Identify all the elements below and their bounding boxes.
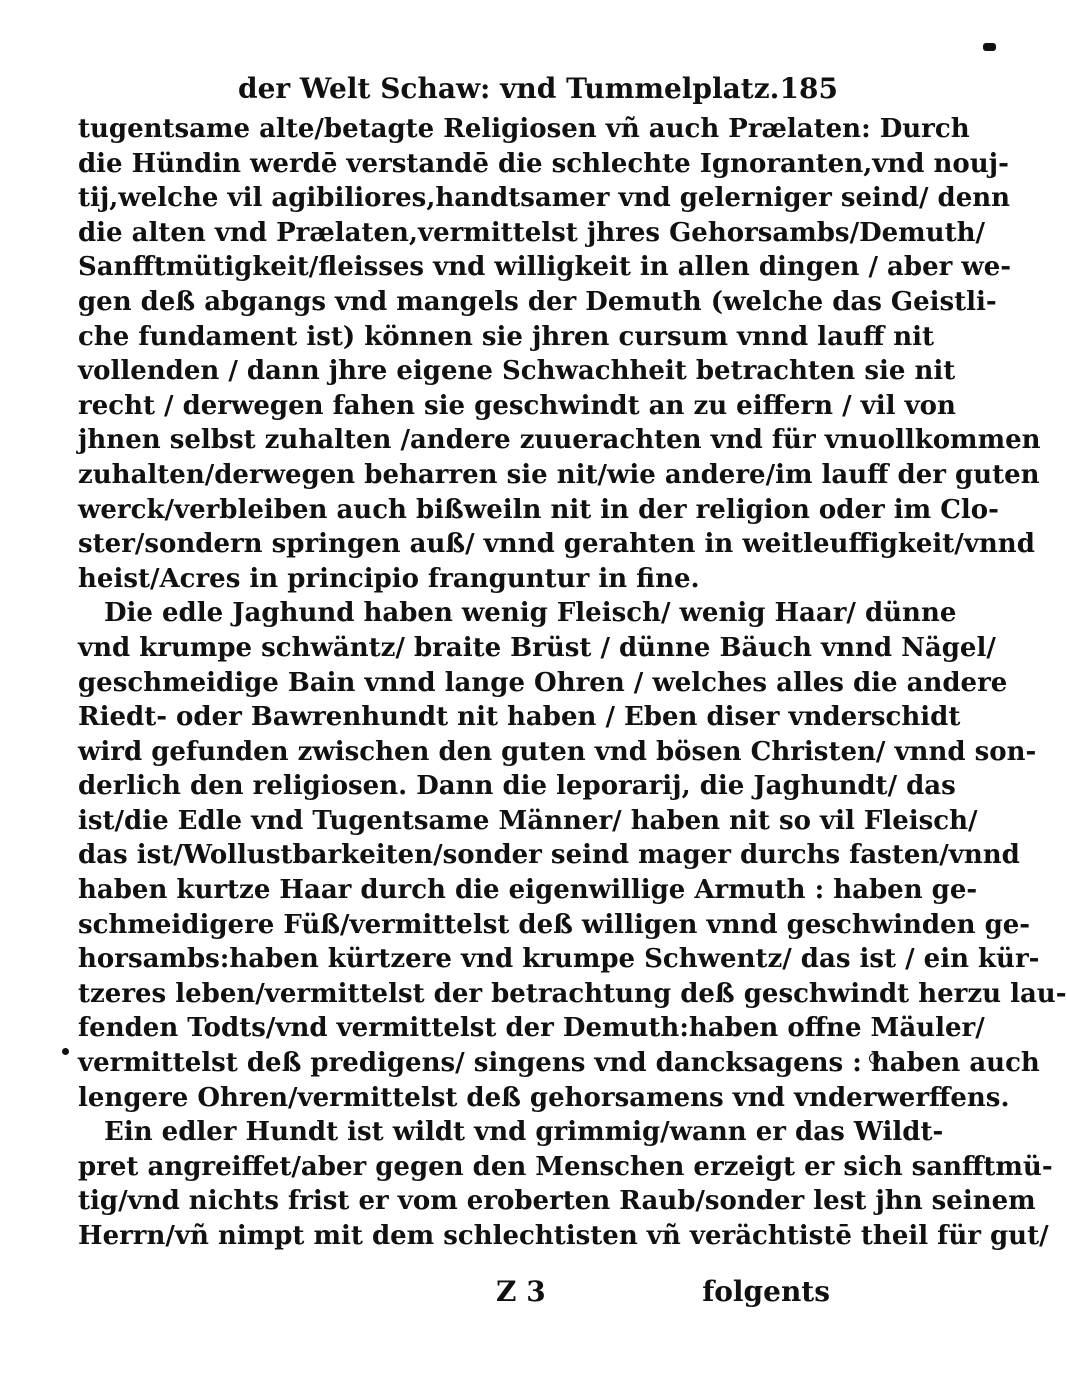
running-title: der Welt Schaw: vnd Tummelplatz.: [238, 72, 780, 105]
text-line: gen deß abgangs vnd mangels der Demuth (welche das Geistli-: [78, 286, 997, 317]
text-line: werck/verbleiben auch bißweiln nit in der religion oder im Clo-: [78, 494, 999, 525]
ink-tick-mark: [983, 43, 996, 51]
text-line: vermittelst deß predigens/ singens vnd dancksagens : haben auch: [78, 1048, 1040, 1079]
text-line: wird gefunden zwischen den guten vnd bösen Christen/ vnnd son-: [78, 736, 1037, 767]
text-line: tugentsame alte/betagte Religiosen vñ auch Prælaten: Durch: [78, 114, 970, 144]
text-line: das ist/Wollustbarkeiten/sonder seind mager durchs fasten/vnnd: [78, 840, 1020, 871]
text-line: pret angreiffet/aber gegen den Menschen erzeigt er sich sanfftmü-: [78, 1151, 1053, 1182]
text-line: heist/Acres in principio franguntur in fine.: [78, 563, 700, 594]
text-line: ist/die Edle vnd Tugentsame Männer/ haben nit so vil Fleisch/: [78, 805, 978, 836]
text-line: Herrn/vñ nimpt mit dem schlechtisten vñ verächtistē theil für gut/: [78, 1221, 1049, 1251]
text-line: vollenden / dann jhre eigene Schwachheit betrachten sie nit: [78, 356, 956, 387]
signature-mark: Z 3: [496, 1275, 546, 1308]
text-line: vnd krumpe schwäntz/ braite Brüst / dünne Bäuch vnnd Nägel/: [78, 632, 996, 663]
text-line: tij,welche vil agibiliores,handtsamer vnd gelerniger seind/ denn: [78, 183, 1011, 214]
text-line: haben kurtze Haar durch die eigenwillige Armuth : haben ge-: [78, 875, 978, 906]
text-line: die alten vnd Prælaten,vermittelst jhres Gehorsambs/Demuth/: [78, 217, 985, 248]
text-line: recht / derwegen fahen sie geschwindt an zu eiffern / vil von: [78, 390, 956, 421]
text-line: die Hündin werdē verstandē die schlechte Ignoranten,vnd nouj-: [78, 148, 1009, 179]
running-header: [238, 72, 838, 112]
ink-dot-mark: [62, 1048, 69, 1055]
text-line: schmeidigere Füß/vermittelst deß willigen vnnd geschwinden ge-: [78, 909, 1031, 940]
text-line: jhnen selbst zuhalten /andere zuuerachten vnd für vnuollkommen: [78, 425, 1041, 456]
text-line: Sanfftmütigkeit/fleisses vnd willigkeit in allen dingen / aber we-: [78, 252, 1012, 283]
text-line: tzeres leben/vermittelst der betrachtung deß geschwindt herzu lau-: [78, 978, 1067, 1009]
page-number: 185: [779, 72, 838, 105]
text-line: geschmeidige Bain vnnd lange Ohren / welches alles die andere: [78, 667, 1008, 698]
catchword: folgents: [702, 1275, 830, 1308]
body-text: [78, 112, 1067, 1254]
ink-ring-mark: [869, 1053, 880, 1064]
text-line: Ein edler Hundt ist wildt vnd grimmig/wann er das Wildt-: [104, 1117, 944, 1148]
text-line: zuhalten/derwegen beharren sie nit/wie andere/im lauff der guten: [78, 459, 1040, 490]
text-line: che fundament ist) können sie jhren cursum vnnd lauff nit: [78, 321, 935, 352]
text-line: derlich den religiosen. Dann die leporarij, die Jaghundt/ das: [78, 771, 956, 802]
text-line: Die edle Jaghund haben wenig Fleisch/ wenig Haar/ dünne: [104, 598, 957, 629]
text-line: Riedt- oder Bawrenhundt nit haben / Eben diser vnderschidt: [78, 702, 961, 733]
text-line: tig/vnd nichts frist er vom eroberten Raub/sonder lest jhn seinem: [78, 1186, 1036, 1217]
text-line: fenden Todts/vnd vermittelst der Demuth:haben offne Mäuler/: [78, 1013, 985, 1044]
text-line: ster/sondern springen auß/ vnnd gerahten in weitleuffigkeit/vnnd: [78, 529, 1035, 560]
text-line: horsambs:haben kürtzere vnd krumpe Schwentz/ das ist / ein kür-: [78, 944, 1040, 975]
text-line: lengere Ohren/vermittelst deß gehorsamens vnd vnderwerffens.: [78, 1082, 1010, 1113]
page-footer: [78, 1275, 830, 1315]
